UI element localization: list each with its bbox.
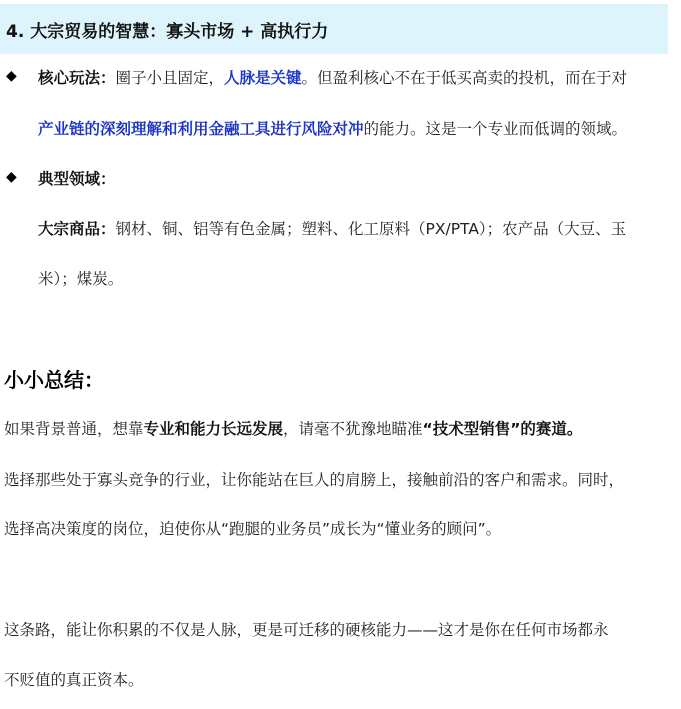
summary-paragraph-2-line-2: 选择高决策度的岗位，迫使你从“跑腿的业务员”成长为“懂业务的顾问”。 bbox=[4, 520, 502, 538]
core-play-highlight-2: 产业链的深刻理解和利用金融工具进行风险对冲 bbox=[38, 120, 364, 138]
diamond-bullet-icon: ◆ bbox=[6, 169, 17, 185]
commodity-label: 大宗商品： bbox=[38, 220, 116, 238]
fields-label: 典型领域： bbox=[38, 170, 116, 188]
commodity-text-1: 钢材、铜、铝等有色金属；塑料、化工原料（PX/PTA）；农产品（大豆、玉 bbox=[115, 220, 627, 238]
summary-paragraph-3-line-2: 不贬值的真正资本。 bbox=[4, 671, 144, 689]
summary-paragraph-3-line-1: 这条路，能让你积累的不仅是人脉，更是可迁移的硬核能力——这才是你在任何市场都永 bbox=[4, 621, 609, 639]
core-play-text-3: 的能力。这是一个专业而低调的领域。 bbox=[363, 120, 628, 138]
section-heading-text: 4. 大宗贸易的智慧：寡头市场 + 高执行力 bbox=[6, 21, 329, 42]
core-play-highlight-1: 人脉是关键 bbox=[224, 69, 302, 87]
summary-paragraph-1 bbox=[4, 418, 582, 440]
core-play-text-2: 。但盈利核心不在于低买高卖的投机，而在于对 bbox=[301, 69, 628, 87]
core-play-text-1: 圈子小且固定， bbox=[115, 69, 225, 87]
diamond-bullet-icon: ◆ bbox=[6, 68, 17, 84]
summary-p1-bold-2: “技术型销售”的赛道。 bbox=[422, 420, 583, 438]
section-heading bbox=[0, 4, 668, 54]
core-play-line-1 bbox=[38, 67, 627, 89]
summary-paragraph-2-line-1: 选择那些处于寡头竞争的行业，让你能站在巨人的肩膀上，接触前沿的客户和需求。同时， bbox=[4, 471, 625, 489]
commodity-line-2 bbox=[38, 268, 123, 290]
commodity-text-2: 米）；煤炭。 bbox=[38, 270, 124, 288]
summary-p1-text-2: ，请毫不犹豫地瞄准 bbox=[283, 420, 423, 438]
summary-p1-text-1: 如果背景普通，想靠 bbox=[4, 420, 144, 438]
core-play-line-2 bbox=[38, 118, 627, 140]
summary-title: 小小总结： bbox=[4, 368, 104, 392]
summary-p1-bold-1: 专业和能力长远发展 bbox=[143, 420, 284, 438]
core-play-label: 核心玩法： bbox=[38, 69, 116, 87]
fields-label-line bbox=[38, 168, 116, 190]
commodity-line-1 bbox=[38, 218, 626, 240]
